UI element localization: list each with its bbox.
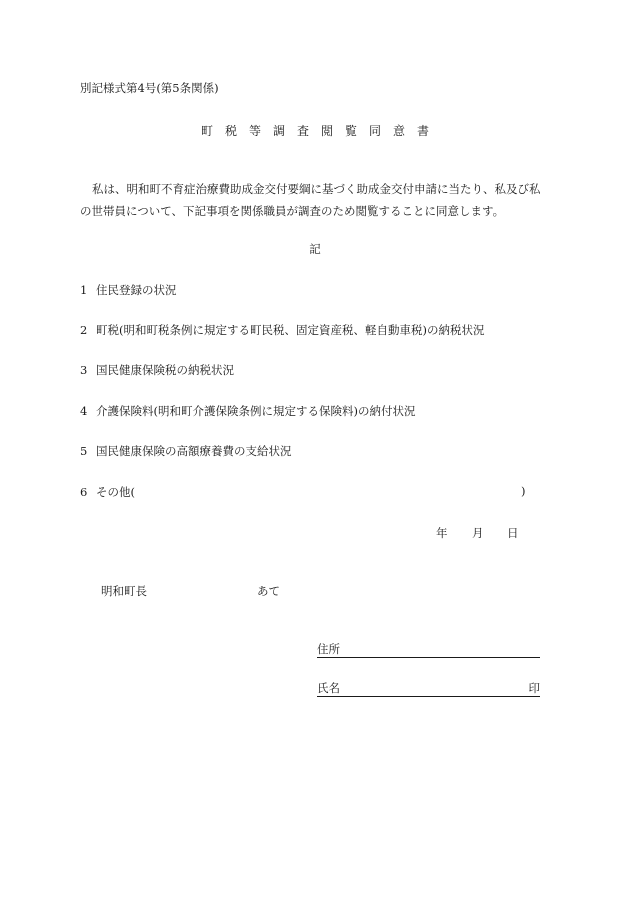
item-number: 1 [80, 283, 88, 297]
addressee: 明和町長 [101, 584, 147, 598]
item-text: 住民登録の状況 [96, 283, 177, 297]
date-year-label: 年 [436, 526, 448, 540]
other-close-paren: ) [521, 484, 526, 498]
item-text: 国民健康保険の高額療養費の支給状況 [96, 444, 292, 458]
list-item-other [80, 484, 135, 500]
date-month-label: 月 [472, 526, 484, 540]
list-item [80, 282, 177, 298]
item-number: 3 [80, 363, 88, 377]
item-text: 介護保険料(明和町介護保険条例に規定する保険料)の納付状況 [96, 404, 416, 418]
list-item [80, 403, 415, 419]
date-day-label: 日 [507, 526, 519, 540]
list-item [80, 443, 292, 459]
list-item [80, 362, 234, 378]
item-number: 5 [80, 444, 88, 458]
name-field[interactable] [317, 680, 540, 697]
consent-statement [80, 178, 560, 222]
addressee-suffix: あて [257, 584, 280, 598]
item-text: その他( [96, 485, 135, 499]
consent-line-2: の世帯員について、下記事項を関係職員が調査のため閲覧することに同意します。 [80, 204, 505, 218]
address-field[interactable] [317, 641, 540, 658]
item-number: 2 [80, 323, 88, 337]
address-label: 住所 [317, 642, 340, 656]
document-title: 町税等調査閲覧同意書 [200, 124, 441, 138]
consent-line-1: 私は、明和町不育症治療費助成金交付要綱に基づく助成金交付申請に当たり、私及び私 [92, 182, 541, 196]
item-number: 4 [80, 404, 88, 418]
item-text: 国民健康保険税の納税状況 [96, 363, 234, 377]
list-item [80, 322, 484, 338]
item-number: 6 [80, 485, 88, 499]
seal-mark: 印 [528, 681, 540, 695]
form-number: 別記様式第4号(第5条関係) [80, 81, 219, 95]
name-label: 氏名 [317, 681, 340, 695]
ki-heading: 記 [309, 242, 321, 256]
item-text: 町税(明和町税条例に規定する町民税、固定資産税、軽自動車税)の納税状況 [96, 323, 485, 337]
